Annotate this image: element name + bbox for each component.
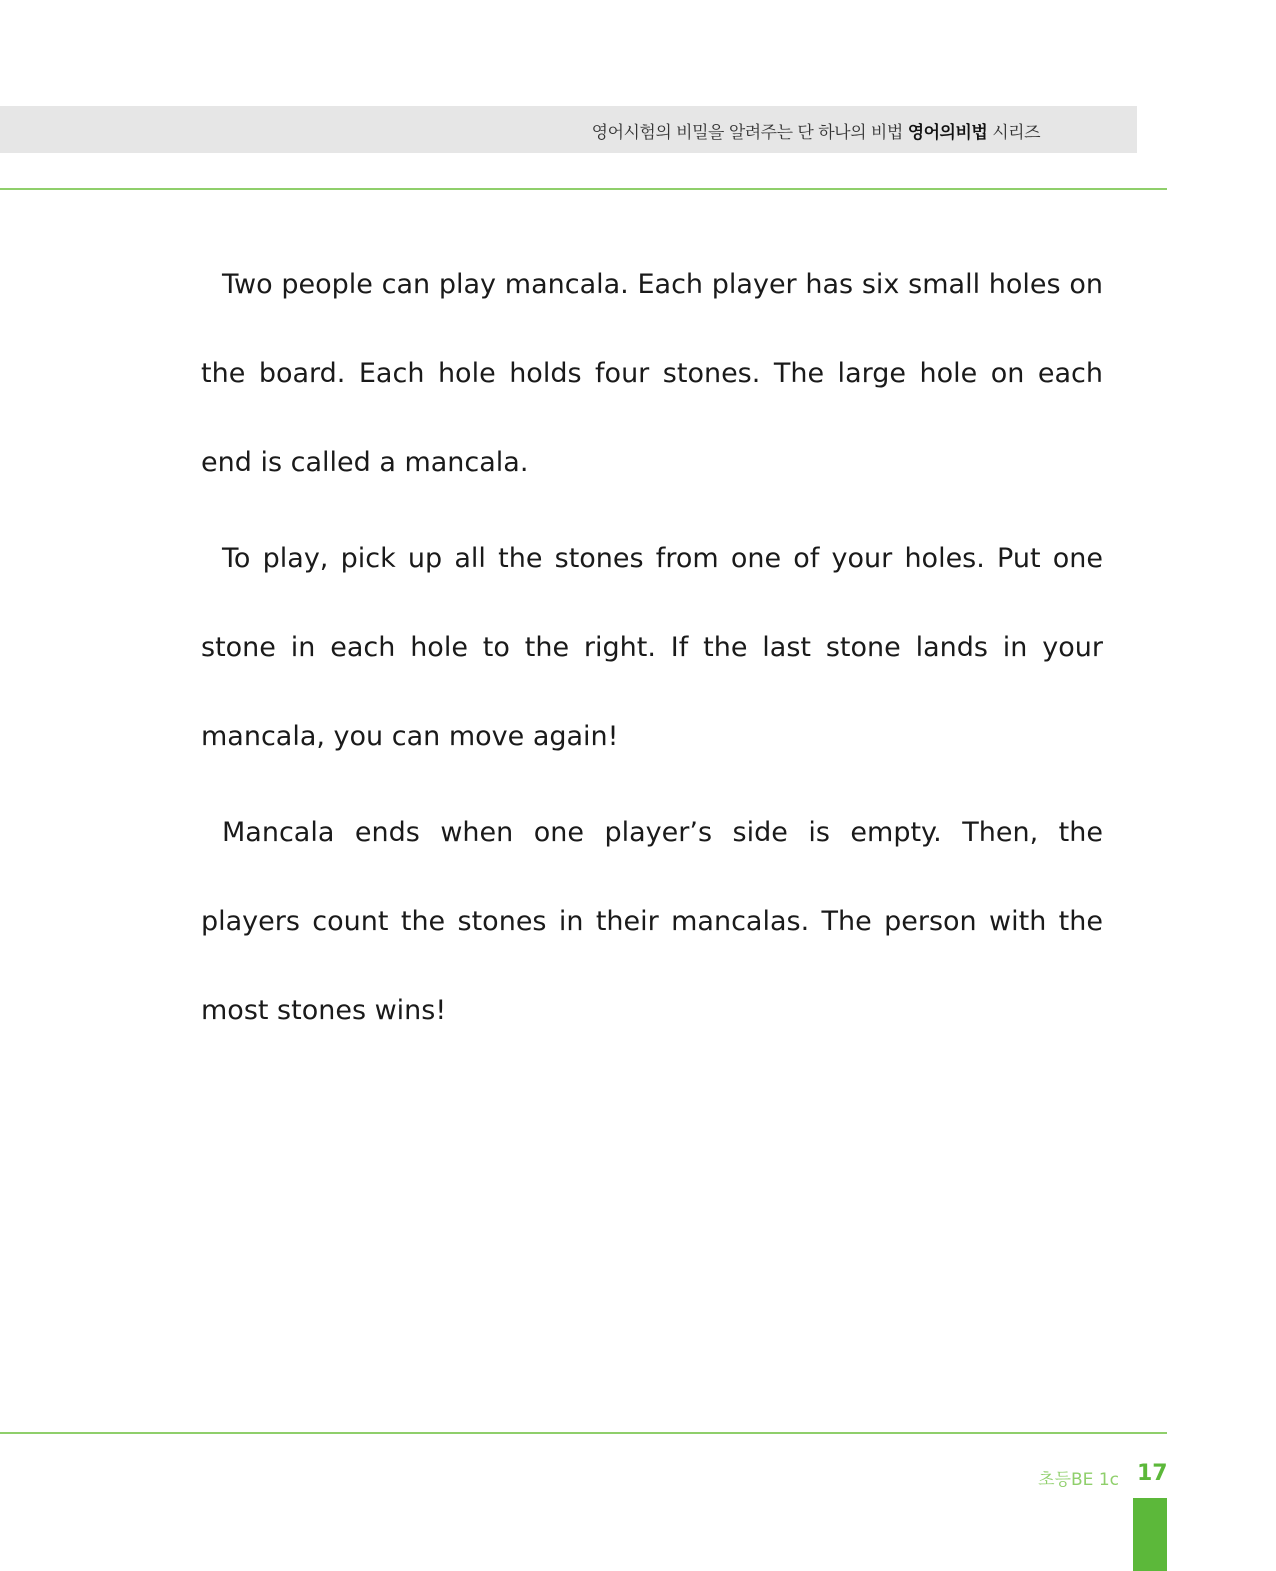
series-prefix: 영어시험의 비밀을 알려주는 단 하나의 비법: [591, 123, 903, 143]
page-number: 17: [1137, 1461, 1168, 1486]
header-band: [0, 106, 1137, 153]
bottom-divider: [0, 1432, 1167, 1434]
page-tab-marker: [1133, 1498, 1167, 1571]
paragraph-2: To play, pick up all the stones from one of your holes. Put one stone in each hole to the right. If the last stone lands in your mancala, you can move again!: [201, 543, 1103, 752]
top-divider: [0, 188, 1167, 190]
series-name: 영어의비법: [907, 123, 988, 143]
book-label: 초등BE 1c: [1038, 1470, 1119, 1490]
series-header: [592, 118, 1040, 143]
paragraph-1: Two people can play mancala. Each player has six small holes on the board. Each hole holds four stones. The large hole on each end is called a mancala.: [201, 269, 1103, 478]
reading-passage: [201, 240, 1103, 1062]
series-suffix: 시리즈: [992, 123, 1040, 143]
paragraph-3: Mancala ends when one player’s side is empty. Then, the players count the stones in their mancalas. The person with the most stones wins!: [201, 817, 1103, 1026]
